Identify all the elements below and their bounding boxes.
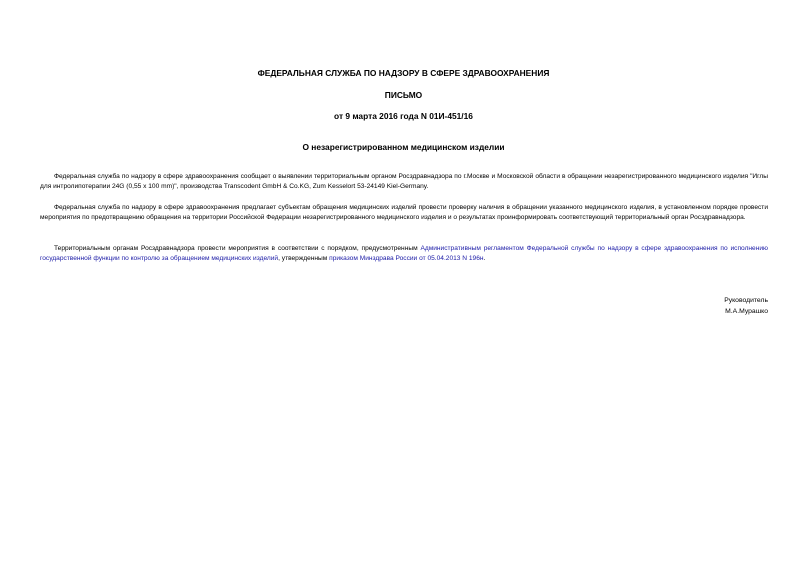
signature-block (724, 296, 768, 317)
signatory-position: Руководитель (724, 297, 768, 304)
regulation-link[interactable]: Административным регламентом Федеральной службы по надзору в сфере здравоохранения по исполнению государственной функции по контролю за обращением медицинских изделий (40, 245, 768, 263)
document-title: О незарегистрированном медицинском изделии (302, 142, 505, 152)
paragraph-3 (40, 244, 768, 264)
paragraph-3-text-middle: , утвержденным (278, 255, 330, 263)
document-type: ПИСЬМО (384, 90, 423, 100)
paragraph-1: Федеральная служба по надзору в сфере здравоохранения сообщает о выявлении территориальным органом Росздравнадзора по г.Москве и Московской области в обращении незарегистрированного медицинского изделия "Иглы для интролипотерапии 24G (0,55 x 100 mm)", производства Transcodent GmbH & Co.KG, Zum Kesselort 53-24149 Kiel-Germany. (40, 173, 768, 191)
agency-name: ФЕДЕРАЛЬНАЯ СЛУЖБА ПО НАДЗОРУ В СФЕРЕ ЗДРАВООХРАНЕНИЯ (257, 68, 550, 78)
paragraph-3-text-before: Территориальным органам Росздравнадзора провести мероприятия в соответствии с порядком, предусмотренным (54, 245, 421, 252)
paragraph-3-text-after: . (483, 255, 486, 263)
signatory-name: М.А.Мурашко (725, 307, 768, 315)
document-date-number: от 9 марта 2016 года N 01И-451/16 (334, 111, 473, 121)
paragraph-2: Федеральная служба по надзору в сфере здравоохранения предлагает субъектам обращения медицинских изделий провести проверку наличия в обращении указанного медицинского изделия, в установленном порядке провести мероприятия по предотвращению обращения на территории Российской Федерации незарегистрированного медицинского изделия и о результатах проинформировать соответствующий территориальный орган Росздравнадзора. (40, 204, 768, 222)
order-link[interactable]: приказом Минздрава России от 05.04.2013 N 196н (329, 255, 484, 263)
